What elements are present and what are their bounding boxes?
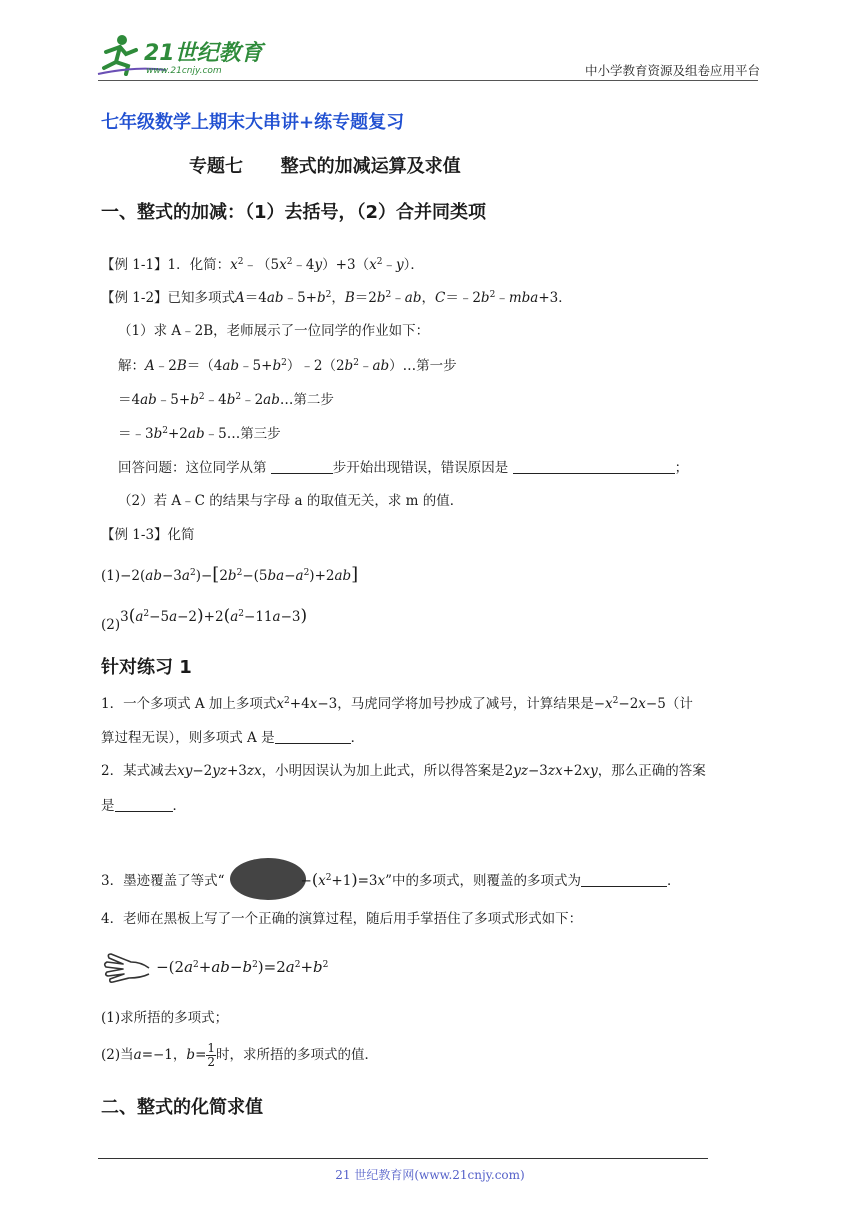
q1-text: 算过程无误），则多项式 A 是 (101, 730, 275, 746)
q3-text: 3．墨迹覆盖了等式“ (101, 873, 225, 889)
topic-title: 专题七 整式的加减运算及求值 (189, 156, 461, 177)
step-label: …第一步 (402, 358, 457, 374)
math-expr: $=4ab﹣5+b^2﹣4b^2﹣2ab$ (118, 392, 280, 408)
q2-text: 2．某式减去 (101, 763, 178, 779)
math-expr: $=﹣3b^2+2ab﹣5$ (118, 426, 227, 442)
section-heading-2: 二、整式的化简求值 (101, 1097, 263, 1118)
practice-heading-1: 针对练习 1 (101, 657, 192, 678)
q4-hand-equation (101, 948, 328, 988)
example-1-2-q2: （2）若 A﹣C 的结果与字母 a 的取值无关，求 m 的值． (118, 493, 464, 509)
math-expr: a=−1，b= $\frac{1}{2}$ (133, 1041, 216, 1070)
math-expr: $-x^2-2x-5$ (593, 696, 666, 712)
step-label: …第二步 (279, 392, 334, 408)
math-expr: $-2(ab-3a^2)-[2b^2-(5ba-a^2)+2ab]$ (120, 564, 359, 585)
hand-icon (101, 948, 151, 986)
q4-text: (2)当 (101, 1047, 134, 1064)
q2-text: ，小明因误认为加上此式，所以得答案是 (261, 763, 505, 779)
practice-q4: 4．老师在黑板上写了一个正确的演算过程，随后用手掌捂住了多项式形式如下： (101, 911, 583, 927)
q4-part-1: (1)求所捂的多项式； (101, 1010, 229, 1026)
svg-text:21世纪教育: 21世纪教育 (144, 41, 263, 66)
q1-text: （计 (665, 696, 693, 712)
q1-answer-blank[interactable] (275, 731, 351, 744)
practice-q1-line2: 算过程无误），则多项式 A 是 ． (101, 730, 365, 746)
answer-end: ； (674, 460, 689, 476)
practice-q1-line1 (101, 697, 693, 712)
q2-text: ，那么正确的答案 (597, 763, 706, 779)
example-1-3-part-2 (101, 606, 308, 633)
math-expr: $-(2a^2+ab-b^2)=2a^2+b^2$ (156, 957, 329, 976)
part-label: (1) (101, 568, 121, 584)
header-divider (98, 80, 758, 81)
q4-part-2 (101, 1042, 378, 1069)
solution-label: 解： (118, 358, 145, 374)
answer-prompt: 回答问题：这位同学从第 (118, 460, 267, 476)
practice-q3: 3．墨迹覆盖了等式“ $-(x^2+1)=3x$”中的多项式，则覆盖的多项式为 ． (101, 870, 681, 889)
footer-text: 21 世纪教育网(www.21cnjy.com) (335, 1168, 525, 1182)
example-tag: 【例 1-3】 (101, 527, 168, 543)
example-tag: 【例 1-2】 (101, 290, 168, 306)
practice-q2-line1 (101, 765, 706, 779)
math-expr: $3(a^2-5a-2)+2(a^2-11a-3)$ (120, 606, 308, 626)
example-1-2-answer (118, 461, 688, 476)
answer-prompt-mid: 步开始出现错误，错误原因是 (332, 460, 509, 476)
example-1-3-part-1 (101, 566, 358, 584)
q2-answer-blank[interactable] (115, 799, 173, 812)
section-heading-1: 一、整式的加减：（1）去括号，（2）合并同类项 (101, 202, 487, 223)
q1-text: 1．一个多项式 A 加上多项式 (101, 696, 277, 712)
part-label: (2) (101, 617, 121, 633)
math-expr: $x^2﹣(5x^2﹣4y)+3(x^2﹣y)$． (230, 257, 424, 273)
solution-step-3 (118, 427, 281, 442)
math-expr: $A﹣2B=(4ab﹣5+b^2)﹣2(2b^2﹣ab)$ (145, 358, 403, 374)
runner-logo-icon (96, 30, 271, 78)
example-1-3 (101, 529, 195, 543)
math-expr: $x^2+4x-3$ (276, 696, 338, 712)
example-text: 已知多项式 (167, 290, 236, 306)
q2-text: 是 (101, 798, 115, 814)
example-1-2 (101, 291, 572, 306)
math-expr: xy−2yz+3zx (177, 763, 262, 779)
q4-text: 时，求所捂的多项式的值． (216, 1047, 379, 1064)
example-text: 化简 (167, 527, 195, 543)
example-text: 1．化简： (167, 257, 231, 273)
math-expr: 2yz−3zx+2xy (504, 763, 598, 779)
example-1-1 (101, 258, 424, 273)
answer-blank-step[interactable] (271, 461, 333, 474)
solution-step-1 (118, 359, 457, 374)
example-tag: 【例 1-1】 (101, 257, 168, 273)
math-expr: $A=4ab﹣5+b^2$，$B=2b^2﹣ab$，$C=﹣2b^2﹣mba+3$． (235, 290, 572, 306)
answer-blank-reason[interactable] (513, 461, 675, 474)
doc-title: 七年级数学上期末大串讲+练专题复习 (101, 112, 405, 133)
practice-q2-line2: 是 ． (101, 798, 186, 814)
solution-step-2 (118, 393, 334, 408)
q3-answer-blank[interactable] (581, 874, 667, 887)
q3-text: ”中的多项式，则覆盖的多项式为 (385, 873, 582, 889)
q1-text: ，马虎同学将加号抄成了减号，计算结果是 (337, 696, 594, 712)
brand-logo (96, 30, 271, 78)
step-label: …第三步 (226, 426, 281, 442)
math-expr: $-(x^2+1)=3x$ (300, 870, 386, 889)
footer-divider (98, 1158, 708, 1159)
svg-text:www.21cnjy.com: www.21cnjy.com (146, 66, 222, 76)
header-platform-text: 中小学教育资源及组卷应用平台 (584, 63, 760, 78)
example-1-2-q1: （1）求 A﹣2B，老师展示了一位同学的作业如下： (118, 323, 430, 339)
